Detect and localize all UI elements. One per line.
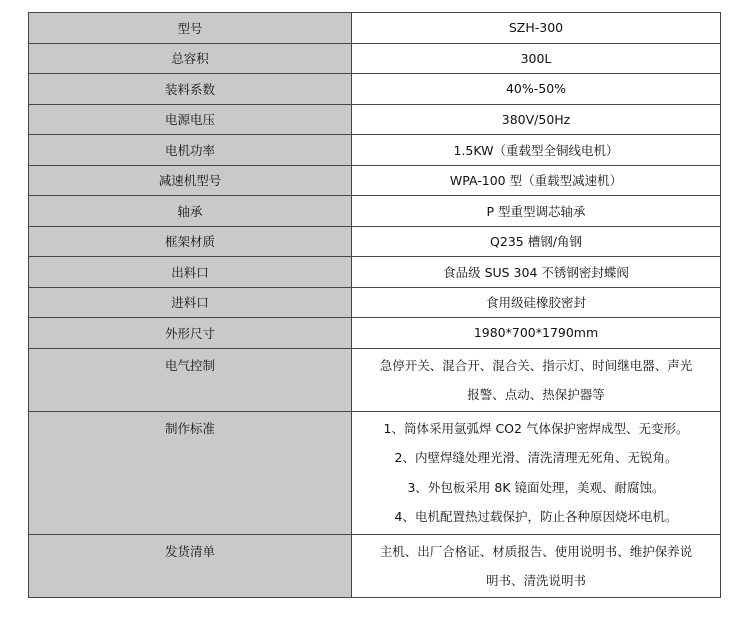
spec-row-model [29,13,721,44]
spec-value: 食用级硅橡胶密封 [352,287,721,318]
spec-label: 电机功率 [29,135,352,166]
spec-row-dimensions [29,318,721,349]
spec-row-motor-power [29,135,721,166]
spec-value: 40%-50% [352,74,721,105]
spec-label: 外形尺寸 [29,318,352,349]
spec-value: 380V/50Hz [352,104,721,135]
spec-label: 装料系数 [29,74,352,105]
spec-value [352,411,721,534]
spec-row-reducer [29,165,721,196]
spec-label: 制作标准 [29,411,352,534]
value-line: 3、外包板采用 8K 镜面处理，美观、耐腐蚀。 [407,479,665,495]
spec-row-bearing [29,196,721,227]
spec-row-standards [29,411,721,534]
spec-row-inlet [29,287,721,318]
spec-value: WPA-100 型（重载型减速机） [352,165,721,196]
spec-value: 食品级 SUS 304 不锈钢密封蝶阀 [352,257,721,288]
spec-row-shipping [29,534,721,597]
spec-label: 减速机型号 [29,165,352,196]
spec-value [352,534,721,597]
spec-label: 轴承 [29,196,352,227]
spec-row-capacity [29,43,721,74]
value-line: 1、筒体采用氩弧焊 CO2 气体保护密焊成型、无变形。 [383,420,689,436]
value-line: 2、内壁焊缝处理光滑、清洗清理无死角、无锐角。 [394,450,678,465]
spec-label: 型号 [29,13,352,44]
spec-row-electrical [29,348,721,411]
value-line: 4、电机配置热过载保护，防止各种原因烧坏电机。 [394,509,678,524]
spec-label: 出料口 [29,257,352,288]
value-line: 明书、清洗说明书 [485,572,586,588]
spec-row-frame [29,226,721,257]
value-line: 急停开关、混合开、混合关、指示灯、时间继电器、声光 [379,357,693,373]
spec-label: 总容积 [29,43,352,74]
value-line: 报警、点动、热保护器等 [467,386,605,402]
spec-value: SZH-300 [352,13,721,44]
spec-label: 电气控制 [29,348,352,411]
value-line: 主机、出厂合格证、材质报告、使用说明书、维护保养说 [379,543,693,559]
spec-value: 1980*700*1790mm [352,318,721,349]
spec-label: 框架材质 [29,226,352,257]
spec-value: 1.5KW（重载型全铜线电机） [352,135,721,166]
spec-value: Q235 槽钢/角钢 [352,226,721,257]
spec-label: 电源电压 [29,104,352,135]
spec-value: P 型重型调芯轴承 [352,196,721,227]
spec-label: 进料口 [29,287,352,318]
spec-label: 发货清单 [29,534,352,597]
spec-table [28,12,721,598]
spec-row-load-factor [29,74,721,105]
spec-row-outlet [29,257,721,288]
spec-value [352,348,721,411]
spec-row-voltage [29,104,721,135]
spec-value: 300L [352,43,721,74]
